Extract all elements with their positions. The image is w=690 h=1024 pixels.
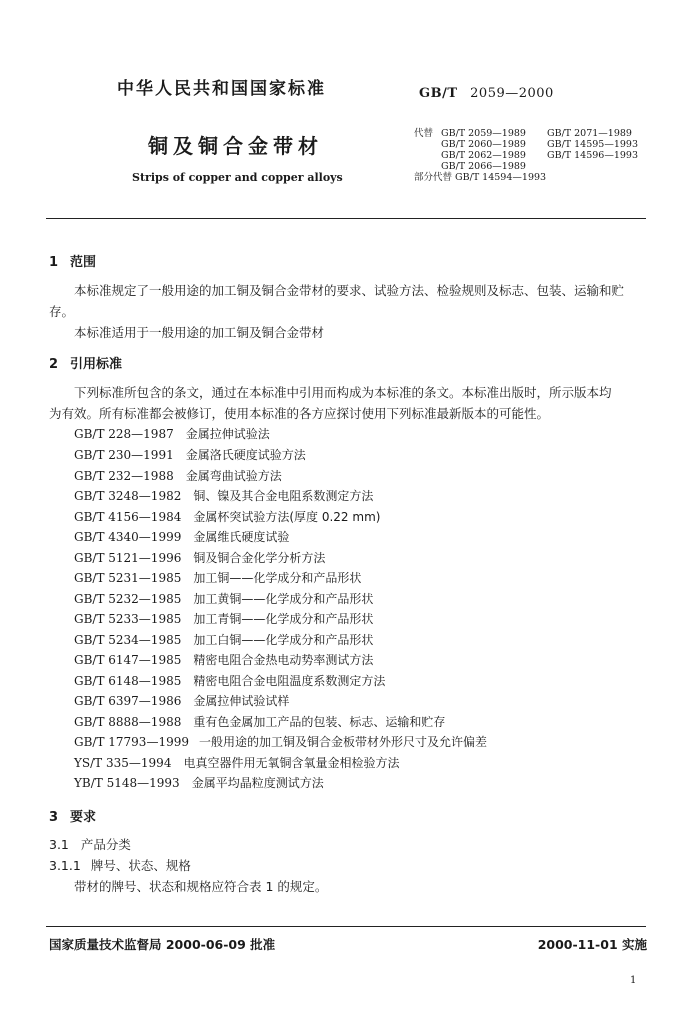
reference-item: GB/T 228—1987 金属拉伸试验法 bbox=[74, 427, 270, 441]
reference-item: GB/T 6397—1986 金属拉伸试验试样 bbox=[74, 694, 290, 708]
reference-item: GB/T 4340—1999 金属维氏硬度试验 bbox=[74, 530, 290, 544]
reference-item: GB/T 8888—1988 重有色金属加工产品的包装、标志、运输和贮存 bbox=[74, 715, 446, 729]
page-number: 1 bbox=[630, 975, 637, 986]
reference-item: GB/T 232—1988 金属弯曲试验方法 bbox=[74, 469, 282, 483]
scope-paragraph-line2: 存。 bbox=[49, 304, 75, 319]
document-title: 铜及铜合金带材 bbox=[148, 134, 323, 158]
scope-paragraph-line1: 本标准规定了一般用途的加工铜及铜合金带材的要求、试验方法、检验规则及标志、包装、运输和贮 bbox=[74, 283, 625, 298]
reference-item: GB/T 6148—1985 精密电阻合金电阻温度系数测定方法 bbox=[74, 674, 386, 688]
approval-statement: 国家质量技术监督局 2000-06-09 批准 bbox=[49, 937, 276, 952]
document-title-english: Strips of copper and copper alloys bbox=[132, 171, 343, 184]
reference-item: GB/T 230—1991 金属洛氏硬度试验方法 bbox=[74, 448, 306, 462]
replaces-row: 代替 GB/T 2059—1989 GB/T 2071—1989 bbox=[414, 128, 632, 139]
scope-paragraph-2: 本标准适用于一般用途的加工铜及铜合金带材 bbox=[74, 325, 325, 340]
reference-item: GB/T 4156—1984 金属杯突试验方法(厚度 0.22 mm) bbox=[74, 510, 381, 524]
effective-date: 2000-11-01 实施 bbox=[537, 937, 647, 952]
reference-item: GB/T 17793—1999 一般用途的加工铜及铜合金板带材外形尺寸及允许偏差 bbox=[74, 735, 487, 749]
reference-item: GB/T 5233—1985 加工青铜——化学成分和产品形状 bbox=[74, 612, 374, 626]
replaces-row: GB/T 2066—1989 bbox=[441, 161, 526, 172]
reference-item: GB/T 5121—1996 铜及铜合金化学分析方法 bbox=[74, 551, 326, 565]
replaces-row: GB/T 2060—1989 GB/T 14595—1993 bbox=[441, 139, 639, 150]
section-heading-references: 2 引用标准 bbox=[49, 357, 123, 372]
subsection-heading-3-1: 3.1 产品分类 bbox=[49, 837, 131, 852]
reference-item: YB/T 5148—1993 金属平均晶粒度测试方法 bbox=[74, 776, 324, 790]
reference-item: GB/T 5231—1985 加工铜——化学成分和产品形状 bbox=[74, 571, 362, 585]
requirements-paragraph: 带材的牌号、状态和规格应符合表 1 的规定。 bbox=[74, 879, 328, 894]
section-heading-scope: 1 范围 bbox=[49, 255, 97, 270]
replaces-row-partial: 部分代替 GB/T 14594—1993 bbox=[414, 172, 547, 183]
references-intro-line1: 下列标准所包含的条文，通过在本标准中引用而构成为本标准的条文。本标准出版时，所示版本均 bbox=[74, 385, 612, 400]
standard-title: 中华人民共和国国家标准 bbox=[117, 79, 326, 99]
reference-item: GB/T 5234—1985 加工白铜——化学成分和产品形状 bbox=[74, 633, 374, 647]
replaces-block bbox=[414, 128, 638, 183]
standard-code-number: 2059—2000 bbox=[470, 86, 554, 101]
standard-code-prefix: GB/T bbox=[419, 86, 458, 101]
footer-divider bbox=[46, 926, 646, 927]
reference-item: GB/T 3248—1982 铜、镍及其合金电阻系数测定方法 bbox=[74, 489, 374, 503]
section-heading-requirements: 3 要求 bbox=[49, 810, 97, 825]
subsection-heading-3-1-1: 3.1.1 牌号、状态、规格 bbox=[49, 858, 191, 873]
references-intro-line2: 为有效。所有标准都会被修订，使用本标准的各方应探讨使用下列标准最新版本的可能性。 bbox=[49, 406, 550, 421]
reference-item: GB/T 6147—1985 精密电阻合金热电动势率测试方法 bbox=[74, 653, 374, 667]
header-divider bbox=[46, 218, 646, 219]
standard-code bbox=[419, 86, 554, 101]
reference-item: YS/T 335—1994 电真空器件用无氧铜含氧量金相检验方法 bbox=[74, 756, 400, 770]
reference-item: GB/T 5232—1985 加工黄铜——化学成分和产品形状 bbox=[74, 592, 374, 606]
replaces-row: GB/T 2062—1989 GB/T 14596—1993 bbox=[441, 150, 639, 161]
